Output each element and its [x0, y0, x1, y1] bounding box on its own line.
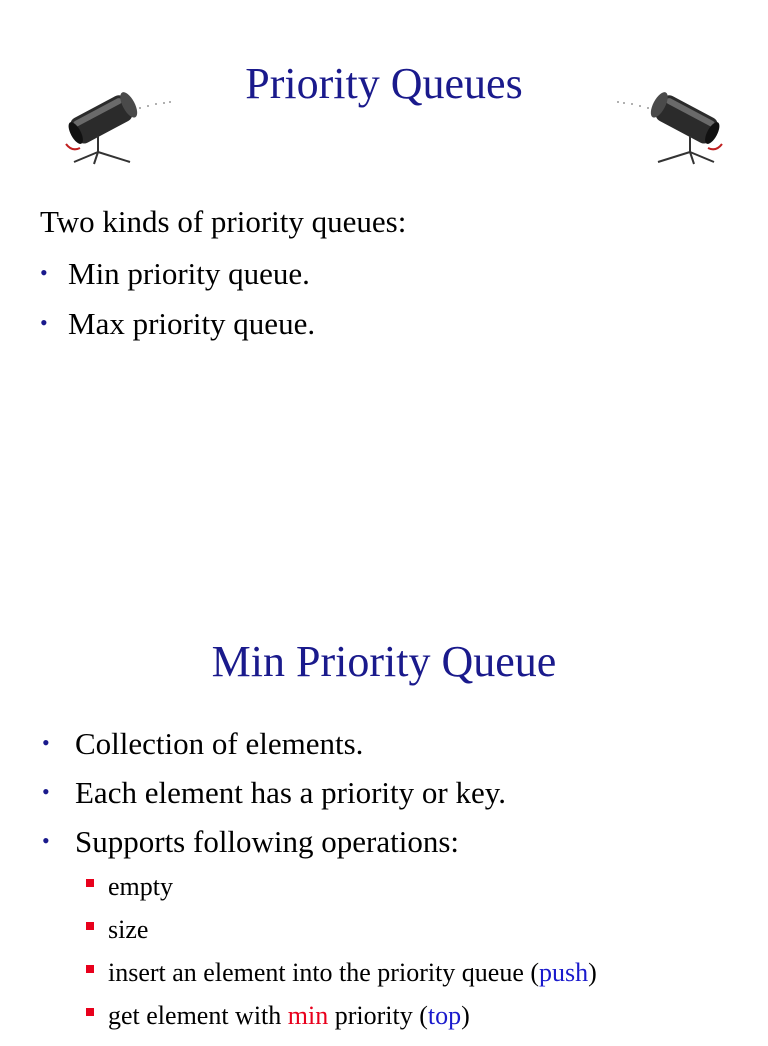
list-item — [42, 826, 506, 875]
operation-empty: empty — [108, 872, 173, 901]
list-item — [86, 917, 597, 960]
operation-size: size — [108, 915, 149, 944]
bullet-text: Supports following operations: — [75, 824, 460, 859]
square-bullet-icon — [86, 965, 94, 973]
slide-title: Priority Queues — [245, 59, 523, 108]
square-bullet-icon — [86, 1008, 94, 1016]
list-item — [40, 258, 315, 308]
keyword-top: top — [427, 1001, 462, 1030]
keyword-push: push — [539, 958, 589, 987]
operations-list — [86, 874, 597, 1046]
operation-get-middle: priority ( — [328, 1001, 428, 1030]
bullet-icon: • — [42, 779, 50, 804]
paren-close: ) — [461, 1001, 470, 1030]
list-item — [40, 308, 315, 358]
slide-title: Min Priority Queue — [211, 637, 557, 686]
list-item — [42, 777, 506, 826]
keyword-min: min — [287, 1001, 329, 1030]
square-bullet-icon — [86, 922, 94, 930]
paren-close: ) — [588, 958, 597, 987]
bullet-icon: • — [42, 828, 50, 853]
bullet-text: Max priority queue. — [68, 306, 316, 341]
bullet-icon: • — [42, 730, 50, 755]
list-item — [42, 728, 506, 777]
list-item — [86, 874, 597, 917]
operation-insert: insert an element into the priority queue ( — [108, 958, 540, 987]
bullet-list — [40, 258, 315, 358]
intro-text: Two kinds of priority queues: — [40, 204, 407, 239]
slide-min-priority-queue — [0, 560, 768, 1030]
bullet-text: Each element has a priority or key. — [75, 775, 506, 810]
operation-get: get element with — [108, 1001, 288, 1030]
bullet-list — [42, 728, 506, 875]
list-item — [86, 960, 597, 1003]
bullet-text: Collection of elements. — [75, 726, 364, 761]
bullet-text: Min priority queue. — [68, 256, 310, 291]
list-item — [86, 1003, 597, 1046]
bullet-icon: • — [40, 260, 48, 285]
bullet-icon: • — [40, 310, 48, 335]
cannon-icon — [612, 78, 732, 168]
square-bullet-icon — [86, 879, 94, 887]
